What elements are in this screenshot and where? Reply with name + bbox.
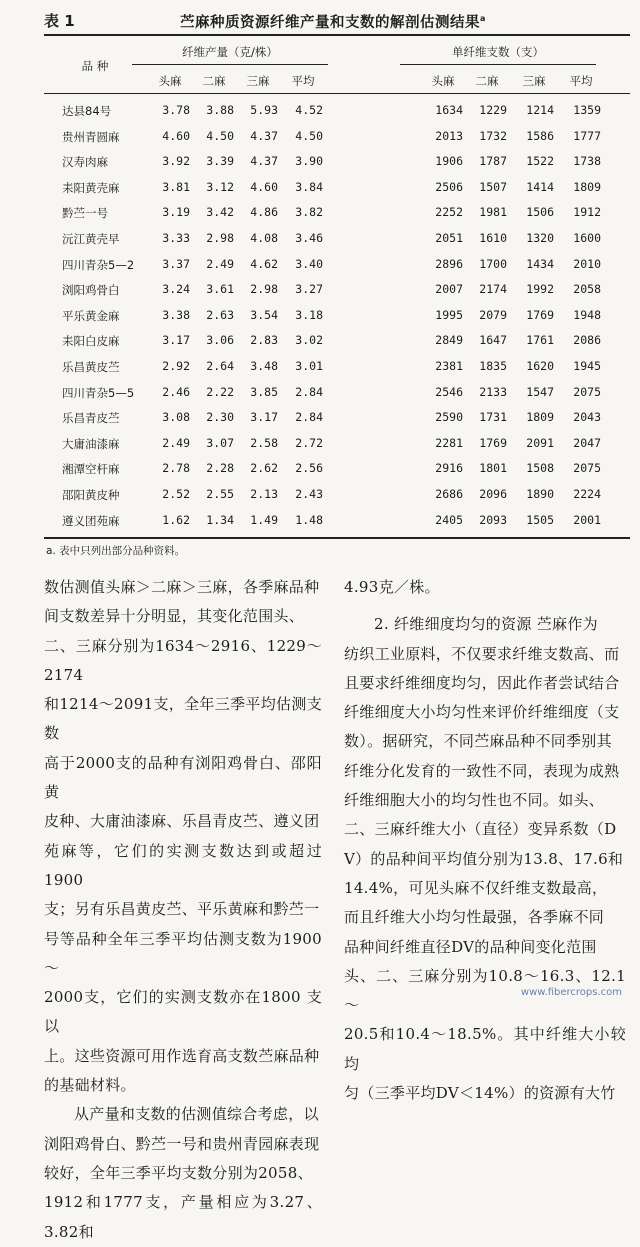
table-caption <box>44 8 624 34</box>
count-cell: 1700 <box>479 256 507 271</box>
count-cell: 2546 <box>435 384 463 399</box>
text-line: 20.5和10.4～18.5%。其中纤维大小较均 <box>344 1025 626 1073</box>
yield-cell: 4.08 <box>250 231 278 245</box>
text-line: 皮种、大庸油漆麻、乐昌青皮苎、遵义团 <box>44 812 320 831</box>
count-cell: 2013 <box>435 128 463 143</box>
text-line: V）的品种间平均值分别为13.8、17.6和 <box>344 849 624 868</box>
row-name: 汉寿肉麻 <box>62 155 108 170</box>
text-line: 较好，全年三季平均支数分别为2058、 <box>44 1163 313 1182</box>
row-name: 耒阳黄壳麻 <box>62 180 120 195</box>
row-name: 黔苎一号 <box>62 206 108 221</box>
text-line: 间支数差异十分明显，其变化范围头、 <box>44 607 305 626</box>
count-col-header: 二麻 <box>475 74 499 88</box>
count-cell: 1320 <box>526 231 554 245</box>
count-cell: 1912 <box>573 205 601 220</box>
row-name: 耒阳白皮麻 <box>62 334 120 349</box>
text-line: 2. 纤维细度均匀的资源 苎麻作为 <box>374 615 598 634</box>
yield-cell: 3.27 <box>295 282 323 297</box>
yield-cell: 3.61 <box>206 282 234 297</box>
count-cell: 2010 <box>573 256 601 271</box>
text-line: 匀（三季平均DV＜14%）的资源有大竹 <box>344 1084 616 1103</box>
yield-cell: 2.22 <box>206 384 234 399</box>
count-cell: 1761 <box>526 333 554 348</box>
text-line: 头、二、三麻分别为10.8～16.3、12.1～ <box>344 966 626 1015</box>
yield-cell: 3.88 <box>206 103 234 117</box>
text-line: 支；另有乐昌黄皮苎、平乐黄麻和黔苎一 <box>44 900 320 919</box>
row-name: 遵义团苑麻 <box>62 513 120 528</box>
count-cell: 2047 <box>573 435 601 450</box>
yield-cell: 1.49 <box>250 512 278 527</box>
yield-cell: 3.18 <box>295 307 323 322</box>
count-cell: 1945 <box>573 359 601 373</box>
row-name: 邵阳黄皮种 <box>62 488 120 502</box>
count-group-header: 单纤维支数（支） <box>452 45 544 59</box>
row-name: 浏阳鸡骨白 <box>62 283 120 298</box>
yield-cell: 2.55 <box>206 487 234 501</box>
yield-cell: 2.62 <box>250 461 278 476</box>
count-cell: 2079 <box>479 307 507 322</box>
count-cell: 1801 <box>479 461 507 476</box>
table-top-rule <box>44 34 630 36</box>
count-cell: 2001 <box>573 512 601 527</box>
yield-cell: 3.84 <box>295 179 323 194</box>
count-cell: 1738 <box>573 154 601 169</box>
count-cell: 1507 <box>479 179 507 194</box>
yield-cell: 2.13 <box>250 487 278 501</box>
yield-cell: 4.60 <box>162 128 190 143</box>
count-cell: 1547 <box>526 384 554 399</box>
count-cell: 2075 <box>573 461 601 476</box>
count-cell: 1906 <box>435 154 463 169</box>
yield-cell: 3.42 <box>206 205 234 220</box>
right-text-column <box>344 573 626 1108</box>
yield-cell: 4.37 <box>250 128 278 143</box>
yield-cell: 3.02 <box>295 333 323 348</box>
table-header-rule <box>44 93 630 94</box>
row-name: 乐昌黄皮苎 <box>62 360 120 374</box>
yield-cell: 3.92 <box>162 154 190 169</box>
count-cell: 1732 <box>479 128 507 143</box>
yield-cell: 2.98 <box>206 231 234 245</box>
corner-header: 品 种 <box>81 59 109 73</box>
count-cell: 2849 <box>435 333 463 348</box>
yield-cell: 2.72 <box>295 435 323 450</box>
yield-cell: 3.17 <box>250 410 278 425</box>
yield-group-rule <box>132 64 328 65</box>
yield-cell: 3.40 <box>295 256 323 271</box>
yield-cell: 2.92 <box>162 359 190 373</box>
yield-col-header: 平均 <box>291 74 315 88</box>
count-cell: 1214 <box>526 103 554 117</box>
yield-cell: 3.07 <box>206 435 234 450</box>
yield-cell: 2.58 <box>250 435 278 450</box>
watermark: www.fibercrops.com <box>520 987 622 998</box>
text-line: 和1214～2091支，全年三季平均估测支数 <box>44 695 322 743</box>
yield-cell: 2.56 <box>295 461 323 476</box>
yield-col-header: 头麻 <box>158 74 182 88</box>
count-cell: 2043 <box>573 410 601 425</box>
count-cell: 1647 <box>479 333 507 348</box>
count-cell: 1769 <box>526 307 554 322</box>
table-bottom-rule <box>44 537 630 539</box>
yield-cell: 2.98 <box>250 282 278 297</box>
count-cell: 1506 <box>526 205 554 220</box>
count-cell: 1787 <box>479 154 507 169</box>
count-cell: 2252 <box>435 205 463 220</box>
count-cell: 1731 <box>479 410 507 425</box>
text-line: 纤维细度大小均匀性来评价纤维细度（支 <box>344 703 620 722</box>
count-cell: 1505 <box>526 512 554 527</box>
count-cell: 2174 <box>479 282 507 297</box>
yield-cell: 2.49 <box>206 256 234 271</box>
text-line: 的基础材料。 <box>44 1076 136 1095</box>
yield-col-header: 二麻 <box>202 74 226 88</box>
count-cell: 1359 <box>573 103 601 117</box>
table-title: 苎麻种质资源纤维产量和支数的解剖估测结果$^a$ <box>180 14 486 31</box>
yield-cell: 2.52 <box>162 487 190 501</box>
count-cell: 1948 <box>573 307 601 322</box>
count-cell: 2224 <box>573 487 601 501</box>
count-cell: 1229 <box>479 103 507 117</box>
table-footnote: a. 表中只列出部分品种资料。 <box>46 545 186 557</box>
row-name: 沅江黄壳早 <box>62 232 120 246</box>
yield-group-header: 纤维产量（克/株） <box>182 45 278 59</box>
text-line: 号等品种全年三季平均估测支数为1900～ <box>44 929 322 977</box>
yield-cell: 2.64 <box>206 359 234 373</box>
yield-cell: 5.93 <box>250 103 278 117</box>
text-line: 数估测值头麻＞二麻＞三麻，各季麻品种 <box>44 578 320 596</box>
yield-cell: 2.84 <box>295 384 323 399</box>
count-cell: 1610 <box>479 231 507 245</box>
count-cell: 2381 <box>435 359 463 373</box>
yield-cell: 3.78 <box>162 103 190 117</box>
row-name: 平乐黄金麻 <box>62 308 120 323</box>
yield-cell: 3.24 <box>162 282 190 297</box>
yield-cell: 4.62 <box>250 256 278 271</box>
count-cell: 1992 <box>526 282 554 297</box>
text-line: 纤维分化发育的一致性不同，表现为成熟 <box>344 761 620 780</box>
count-cell: 1995 <box>435 307 463 322</box>
text-line: 品种间纤维直径DV的品种间变化范围 <box>344 937 597 956</box>
count-cell: 2896 <box>435 256 463 271</box>
yield-cell: 3.01 <box>295 359 323 373</box>
text-line: 从产量和支数的估测值综合考虑，以 <box>74 1105 319 1124</box>
paragraph-gap <box>344 602 626 610</box>
count-cell: 1600 <box>573 231 601 245</box>
count-cell: 1809 <box>526 410 554 425</box>
count-cell: 2686 <box>435 487 463 501</box>
count-cell: 2096 <box>479 487 507 501</box>
count-cell: 2091 <box>526 435 554 450</box>
yield-cell: 2.43 <box>295 487 323 501</box>
text-line: 数）。据研究，不同苎麻品种不同季别其 <box>344 732 612 751</box>
yield-col-header: 三麻 <box>246 74 270 88</box>
count-cell: 1434 <box>526 256 554 271</box>
count-col-header: 平均 <box>569 74 593 88</box>
count-cell: 2916 <box>435 461 463 476</box>
yield-cell: 3.39 <box>206 154 234 169</box>
yield-cell: 1.62 <box>162 512 190 527</box>
row-name: 乐昌青皮苎 <box>62 411 120 426</box>
yield-cell: 4.50 <box>206 128 234 143</box>
yield-cell: 2.83 <box>250 333 278 348</box>
yield-cell: 3.38 <box>162 307 190 322</box>
count-cell: 1890 <box>526 487 554 501</box>
count-cell: 2058 <box>573 282 601 297</box>
count-cell: 1586 <box>526 128 554 143</box>
count-cell: 2405 <box>435 512 463 527</box>
row-name: 四川青杂5—2 <box>62 257 135 272</box>
left-text-column <box>44 573 322 1247</box>
yield-cell: 4.52 <box>295 103 323 117</box>
text-line: 浏阳鸡骨白、黔苎一号和贵州青园麻表现 <box>44 1134 320 1153</box>
yield-cell: 2.30 <box>206 410 234 425</box>
text-line: 而且纤维大小均匀性最强，各季麻不同 <box>344 908 605 927</box>
yield-cell: 4.60 <box>250 179 278 194</box>
text-line: 纤维细胞大小的均匀性也不同。如头、 <box>344 791 605 810</box>
count-group-rule <box>400 64 596 65</box>
count-col-header: 头麻 <box>431 74 455 88</box>
text-line: 高于2000支的品种有浏阳鸡骨白、邵阳黄 <box>44 753 322 802</box>
count-cell: 2281 <box>435 435 463 450</box>
row-name: 大庸油漆麻 <box>62 436 120 451</box>
row-name: 湘潭空杆麻 <box>62 462 120 477</box>
count-cell: 1620 <box>526 359 554 373</box>
count-cell: 2075 <box>573 384 601 399</box>
yield-cell: 3.12 <box>206 179 234 194</box>
yield-cell: 3.37 <box>162 256 190 271</box>
yield-cell: 2.63 <box>206 307 234 322</box>
count-cell: 1835 <box>479 359 507 373</box>
text-line: 1912和1777支，产量相应为3.27、3.82和 <box>44 1193 322 1241</box>
yield-cell: 3.17 <box>162 333 190 348</box>
text-line: 二、三麻纤维大小（直径）变异系数（D <box>344 820 617 839</box>
yield-cell: 3.06 <box>206 333 234 348</box>
yield-cell: 2.28 <box>206 461 234 476</box>
text-line: 苑麻等，它们的实测支数达到或超过1900 <box>44 841 322 889</box>
count-cell: 2590 <box>435 410 463 425</box>
yield-cell: 4.37 <box>250 154 278 169</box>
yield-cell: 3.54 <box>250 307 278 322</box>
count-cell: 2007 <box>435 282 463 297</box>
yield-cell: 3.19 <box>162 205 190 220</box>
yield-cell: 4.86 <box>250 205 278 220</box>
yield-cell: 1.48 <box>295 512 323 527</box>
row-name: 四川青杂5—5 <box>62 385 135 400</box>
count-cell: 1769 <box>479 435 507 450</box>
count-cell: 2133 <box>479 384 507 399</box>
text-line: 二、三麻分别为1634～2916、1229～2174 <box>44 636 322 684</box>
text-line: 且要求纤维细度均匀，因此作者尝试结合 <box>344 673 620 692</box>
count-cell: 2086 <box>573 333 601 348</box>
count-col-header: 三麻 <box>522 74 546 88</box>
count-cell: 1634 <box>435 103 463 117</box>
yield-cell: 1.34 <box>206 512 234 527</box>
count-cell: 1777 <box>573 128 601 143</box>
yield-cell: 3.33 <box>162 231 190 245</box>
count-cell: 2051 <box>435 231 463 245</box>
count-cell: 1414 <box>526 179 554 194</box>
yield-cell: 3.81 <box>162 179 190 194</box>
count-cell: 1981 <box>479 205 507 220</box>
yield-cell: 3.08 <box>162 410 190 425</box>
yield-cell: 2.49 <box>162 435 190 450</box>
text-line: 纺织工业原料，不仅要求纤维支数高、而 <box>344 644 620 663</box>
count-cell: 1809 <box>573 179 601 194</box>
yield-cell: 2.78 <box>162 461 190 476</box>
count-cell: 1522 <box>526 154 554 169</box>
yield-cell: 3.85 <box>250 384 278 399</box>
text-line: 14.4%，可见头麻不仅纤维支数最高， <box>344 878 608 897</box>
text-line: 2000支，它们的实测支数亦在1800 支 以 <box>44 988 322 1036</box>
count-cell: 2093 <box>479 512 507 527</box>
table-title-mark: a <box>480 14 486 24</box>
text-line: 上。这些资源可用作选育高支数苎麻品种 <box>44 1046 320 1065</box>
row-name: 达县84号 <box>62 104 112 118</box>
yield-cell: 4.50 <box>295 128 323 143</box>
row-name: 贵州青圆麻 <box>62 129 120 144</box>
count-cell: 2506 <box>435 179 463 194</box>
text-line: 4.93克／株。 <box>344 578 440 596</box>
count-cell: 1508 <box>526 461 554 476</box>
yield-cell: 2.84 <box>295 410 323 425</box>
yield-cell: 3.46 <box>295 231 323 245</box>
yield-cell: 3.48 <box>250 359 278 373</box>
table-number: 表 1 <box>44 12 75 30</box>
yield-cell: 3.90 <box>295 154 323 169</box>
yield-cell: 3.82 <box>295 205 323 220</box>
yield-cell: 2.46 <box>162 384 190 399</box>
